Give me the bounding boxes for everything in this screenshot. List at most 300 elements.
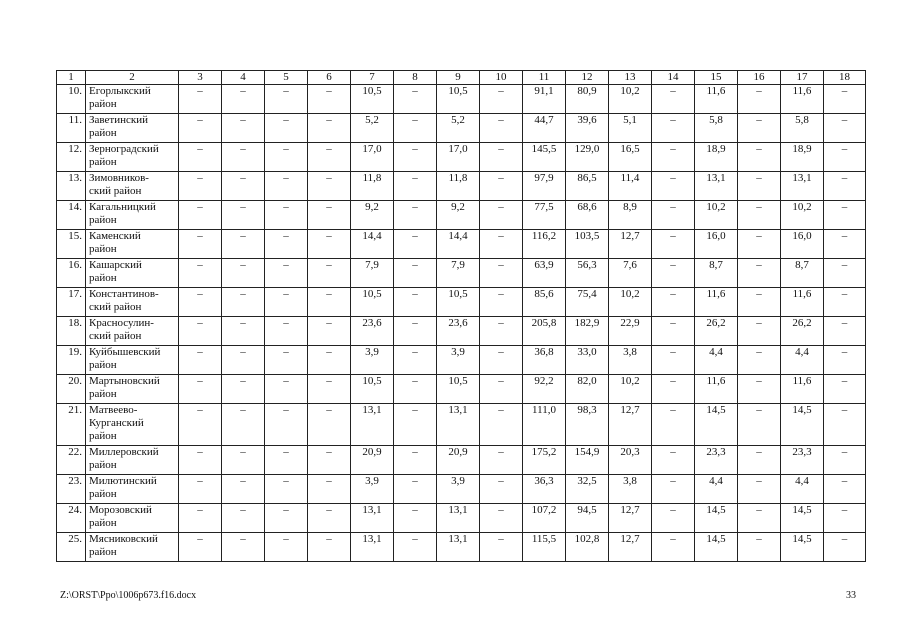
table-row bbox=[57, 172, 866, 201]
value-cell: – bbox=[652, 404, 695, 446]
value-cell: – bbox=[308, 172, 351, 201]
value-cell: – bbox=[265, 346, 308, 375]
value-cell: – bbox=[652, 346, 695, 375]
value-cell: 10,5 bbox=[351, 375, 394, 404]
value-cell: – bbox=[179, 288, 222, 317]
value-cell: 14,5 bbox=[781, 404, 824, 446]
value-cell: 10,5 bbox=[437, 288, 480, 317]
value-cell: – bbox=[824, 375, 866, 404]
value-cell: – bbox=[824, 446, 866, 475]
district-name-line: район bbox=[89, 430, 117, 442]
district-name-line: Заветинский bbox=[89, 114, 148, 126]
value-cell: – bbox=[652, 375, 695, 404]
value-cell: 182,9 bbox=[566, 317, 609, 346]
column-header: 11 bbox=[523, 71, 566, 85]
row-number: 17. bbox=[57, 288, 86, 317]
value-cell: 7,9 bbox=[351, 259, 394, 288]
column-header: 7 bbox=[351, 71, 394, 85]
value-cell: – bbox=[265, 533, 308, 562]
value-cell: 8,7 bbox=[695, 259, 738, 288]
column-header: 8 bbox=[394, 71, 437, 85]
district-name-line: район bbox=[89, 488, 117, 500]
value-cell: – bbox=[265, 404, 308, 446]
row-number: 15. bbox=[57, 230, 86, 259]
value-cell: – bbox=[652, 533, 695, 562]
value-cell: 116,2 bbox=[523, 230, 566, 259]
value-cell: 23,6 bbox=[351, 317, 394, 346]
value-cell: 11,6 bbox=[695, 375, 738, 404]
value-cell: – bbox=[394, 446, 437, 475]
value-cell: – bbox=[738, 230, 781, 259]
value-cell: 20,3 bbox=[609, 446, 652, 475]
value-cell: – bbox=[738, 504, 781, 533]
value-cell: – bbox=[394, 317, 437, 346]
value-cell: – bbox=[222, 230, 265, 259]
value-cell: – bbox=[394, 288, 437, 317]
district-name-line: Константинов- bbox=[89, 288, 159, 300]
district-name-line: район bbox=[89, 546, 117, 558]
value-cell: – bbox=[308, 259, 351, 288]
value-cell: – bbox=[480, 201, 523, 230]
column-header: 12 bbox=[566, 71, 609, 85]
value-cell: – bbox=[480, 533, 523, 562]
value-cell: 10,5 bbox=[351, 85, 394, 114]
value-cell: – bbox=[308, 375, 351, 404]
table-row bbox=[57, 230, 866, 259]
district-name-line: Милютинский bbox=[89, 475, 157, 487]
value-cell: 11,8 bbox=[351, 172, 394, 201]
district-name bbox=[86, 446, 179, 475]
value-cell: 10,2 bbox=[609, 85, 652, 114]
value-cell: – bbox=[394, 85, 437, 114]
value-cell: – bbox=[222, 375, 265, 404]
column-header: 3 bbox=[179, 71, 222, 85]
value-cell: – bbox=[179, 172, 222, 201]
row-number: 11. bbox=[57, 114, 86, 143]
value-cell: 13,1 bbox=[351, 504, 394, 533]
row-number: 22. bbox=[57, 446, 86, 475]
district-name-line: район bbox=[89, 156, 117, 168]
value-cell: 154,9 bbox=[566, 446, 609, 475]
value-cell: – bbox=[179, 375, 222, 404]
value-cell: – bbox=[308, 143, 351, 172]
value-cell: – bbox=[824, 504, 866, 533]
value-cell: 32,5 bbox=[566, 475, 609, 504]
value-cell: – bbox=[824, 475, 866, 504]
table-row bbox=[57, 533, 866, 562]
value-cell: – bbox=[824, 201, 866, 230]
value-cell: – bbox=[222, 201, 265, 230]
value-cell: – bbox=[394, 533, 437, 562]
value-cell: – bbox=[480, 230, 523, 259]
value-cell: 44,7 bbox=[523, 114, 566, 143]
value-cell: – bbox=[308, 475, 351, 504]
value-cell: – bbox=[222, 172, 265, 201]
value-cell: – bbox=[824, 85, 866, 114]
value-cell: 129,0 bbox=[566, 143, 609, 172]
value-cell: – bbox=[394, 259, 437, 288]
value-cell: 3,8 bbox=[609, 475, 652, 504]
value-cell: – bbox=[480, 85, 523, 114]
value-cell: – bbox=[308, 446, 351, 475]
value-cell: – bbox=[222, 504, 265, 533]
value-cell: 39,6 bbox=[566, 114, 609, 143]
value-cell: 94,5 bbox=[566, 504, 609, 533]
value-cell: 11,8 bbox=[437, 172, 480, 201]
value-cell: 14,5 bbox=[695, 533, 738, 562]
value-cell: 5,8 bbox=[781, 114, 824, 143]
district-name-line: район bbox=[89, 127, 117, 139]
value-cell: 4,4 bbox=[695, 346, 738, 375]
value-cell: – bbox=[265, 230, 308, 259]
value-cell: 36,8 bbox=[523, 346, 566, 375]
value-cell: – bbox=[652, 172, 695, 201]
district-name bbox=[86, 143, 179, 172]
value-cell: 13,1 bbox=[437, 533, 480, 562]
value-cell: 8,9 bbox=[609, 201, 652, 230]
table-row bbox=[57, 288, 866, 317]
value-cell: 145,5 bbox=[523, 143, 566, 172]
row-number: 14. bbox=[57, 201, 86, 230]
value-cell: 16,5 bbox=[609, 143, 652, 172]
district-name-line: район bbox=[89, 98, 117, 110]
value-cell: – bbox=[265, 504, 308, 533]
value-cell: – bbox=[394, 143, 437, 172]
value-cell: – bbox=[222, 317, 265, 346]
district-name bbox=[86, 475, 179, 504]
value-cell: 11,4 bbox=[609, 172, 652, 201]
row-number: 16. bbox=[57, 259, 86, 288]
value-cell: – bbox=[652, 143, 695, 172]
column-header: 6 bbox=[308, 71, 351, 85]
value-cell: – bbox=[265, 288, 308, 317]
value-cell: – bbox=[179, 114, 222, 143]
column-header: 16 bbox=[738, 71, 781, 85]
value-cell: – bbox=[738, 143, 781, 172]
value-cell: – bbox=[738, 288, 781, 317]
column-header: 17 bbox=[781, 71, 824, 85]
district-name-line: район bbox=[89, 517, 117, 529]
value-cell: 102,8 bbox=[566, 533, 609, 562]
value-cell: 13,1 bbox=[351, 404, 394, 446]
district-name-line: Егорлыкский bbox=[89, 85, 151, 97]
value-cell: 8,7 bbox=[781, 259, 824, 288]
value-cell: – bbox=[179, 533, 222, 562]
value-cell: 14,4 bbox=[437, 230, 480, 259]
column-header: 18 bbox=[824, 71, 866, 85]
value-cell: – bbox=[394, 230, 437, 259]
district-name-line: Красносулин- bbox=[89, 317, 154, 329]
column-header: 5 bbox=[265, 71, 308, 85]
district-name bbox=[86, 201, 179, 230]
value-cell: 18,9 bbox=[781, 143, 824, 172]
column-header: 2 bbox=[86, 71, 179, 85]
value-cell: 97,9 bbox=[523, 172, 566, 201]
column-header: 1 bbox=[57, 71, 86, 85]
value-cell: 111,0 bbox=[523, 404, 566, 446]
district-name bbox=[86, 230, 179, 259]
table-row bbox=[57, 475, 866, 504]
value-cell: – bbox=[394, 475, 437, 504]
row-number: 19. bbox=[57, 346, 86, 375]
value-cell: 92,2 bbox=[523, 375, 566, 404]
value-cell: – bbox=[179, 230, 222, 259]
value-cell: – bbox=[179, 404, 222, 446]
value-cell: – bbox=[480, 446, 523, 475]
value-cell: – bbox=[308, 504, 351, 533]
table-row bbox=[57, 404, 866, 446]
value-cell: – bbox=[222, 346, 265, 375]
district-name bbox=[86, 317, 179, 346]
value-cell: – bbox=[394, 375, 437, 404]
district-name-line: Морозовский bbox=[89, 504, 152, 516]
value-cell: – bbox=[480, 504, 523, 533]
value-cell: 17,0 bbox=[437, 143, 480, 172]
value-cell: – bbox=[824, 230, 866, 259]
district-name-line: район bbox=[89, 459, 117, 471]
value-cell: – bbox=[265, 114, 308, 143]
row-number: 10. bbox=[57, 85, 86, 114]
value-cell: – bbox=[265, 172, 308, 201]
row-number: 25. bbox=[57, 533, 86, 562]
district-name-line: район bbox=[89, 359, 117, 371]
district-name-line: район bbox=[89, 272, 117, 284]
value-cell: – bbox=[308, 317, 351, 346]
value-cell: 13,1 bbox=[351, 533, 394, 562]
value-cell: – bbox=[179, 504, 222, 533]
value-cell: – bbox=[652, 114, 695, 143]
district-name-line: район bbox=[89, 243, 117, 255]
value-cell: 18,9 bbox=[695, 143, 738, 172]
value-cell: 5,1 bbox=[609, 114, 652, 143]
value-cell: 11,6 bbox=[781, 375, 824, 404]
value-cell: 13,1 bbox=[695, 172, 738, 201]
value-cell: 77,5 bbox=[523, 201, 566, 230]
value-cell: – bbox=[824, 317, 866, 346]
district-name-line: ский район bbox=[89, 301, 142, 313]
value-cell: – bbox=[824, 259, 866, 288]
value-cell: 56,3 bbox=[566, 259, 609, 288]
value-cell: 63,9 bbox=[523, 259, 566, 288]
value-cell: – bbox=[480, 143, 523, 172]
value-cell: 5,8 bbox=[695, 114, 738, 143]
value-cell: 10,5 bbox=[351, 288, 394, 317]
value-cell: 4,4 bbox=[781, 475, 824, 504]
value-cell: – bbox=[824, 143, 866, 172]
value-cell: – bbox=[222, 114, 265, 143]
value-cell: – bbox=[179, 85, 222, 114]
value-cell: – bbox=[652, 317, 695, 346]
value-cell: 80,9 bbox=[566, 85, 609, 114]
value-cell: – bbox=[738, 375, 781, 404]
district-name-line: Курганский bbox=[89, 417, 144, 429]
value-cell: – bbox=[179, 346, 222, 375]
table-row bbox=[57, 446, 866, 475]
table-row bbox=[57, 143, 866, 172]
value-cell: 3,9 bbox=[351, 475, 394, 504]
value-cell: 10,5 bbox=[437, 85, 480, 114]
data-table bbox=[56, 70, 866, 562]
value-cell: – bbox=[265, 475, 308, 504]
value-cell: 12,7 bbox=[609, 533, 652, 562]
value-cell: – bbox=[824, 172, 866, 201]
value-cell: 16,0 bbox=[695, 230, 738, 259]
value-cell: – bbox=[394, 172, 437, 201]
value-cell: 26,2 bbox=[695, 317, 738, 346]
value-cell: – bbox=[738, 317, 781, 346]
value-cell: – bbox=[738, 533, 781, 562]
value-cell: – bbox=[652, 85, 695, 114]
district-name-line: район bbox=[89, 214, 117, 226]
value-cell: – bbox=[738, 346, 781, 375]
value-cell: – bbox=[265, 85, 308, 114]
value-cell: 10,2 bbox=[609, 375, 652, 404]
district-name-line: ский район bbox=[89, 330, 142, 342]
value-cell: 10,5 bbox=[437, 375, 480, 404]
district-name-line: Каменский bbox=[89, 230, 141, 242]
value-cell: – bbox=[480, 404, 523, 446]
value-cell: – bbox=[480, 114, 523, 143]
value-cell: – bbox=[265, 201, 308, 230]
value-cell: – bbox=[265, 259, 308, 288]
value-cell: – bbox=[222, 404, 265, 446]
column-header: 4 bbox=[222, 71, 265, 85]
district-name-line: район bbox=[89, 388, 117, 400]
value-cell: – bbox=[222, 259, 265, 288]
value-cell: 86,5 bbox=[566, 172, 609, 201]
district-name-line: Мясниковский bbox=[89, 533, 158, 545]
value-cell: 22,9 bbox=[609, 317, 652, 346]
value-cell: – bbox=[222, 288, 265, 317]
district-name bbox=[86, 85, 179, 114]
table-row bbox=[57, 259, 866, 288]
value-cell: – bbox=[738, 446, 781, 475]
value-cell: 23,6 bbox=[437, 317, 480, 346]
row-number: 23. bbox=[57, 475, 86, 504]
value-cell: – bbox=[179, 143, 222, 172]
value-cell: 10,2 bbox=[695, 201, 738, 230]
table-row bbox=[57, 504, 866, 533]
row-number: 13. bbox=[57, 172, 86, 201]
value-cell: 10,2 bbox=[781, 201, 824, 230]
value-cell: – bbox=[738, 259, 781, 288]
district-name-line: Куйбышевский bbox=[89, 346, 161, 358]
district-name-line: ский район bbox=[89, 185, 142, 197]
district-name bbox=[86, 404, 179, 446]
value-cell: 75,4 bbox=[566, 288, 609, 317]
district-name-line: Зерноградский bbox=[89, 143, 159, 155]
value-cell: 7,9 bbox=[437, 259, 480, 288]
value-cell: – bbox=[738, 114, 781, 143]
value-cell: 98,3 bbox=[566, 404, 609, 446]
value-cell: – bbox=[308, 533, 351, 562]
value-cell: 12,7 bbox=[609, 404, 652, 446]
value-cell: – bbox=[652, 201, 695, 230]
value-cell: – bbox=[394, 201, 437, 230]
value-cell: – bbox=[480, 288, 523, 317]
value-cell: 20,9 bbox=[437, 446, 480, 475]
table-row bbox=[57, 201, 866, 230]
value-cell: 16,0 bbox=[781, 230, 824, 259]
value-cell: – bbox=[480, 172, 523, 201]
value-cell: 9,2 bbox=[437, 201, 480, 230]
value-cell: 11,6 bbox=[695, 85, 738, 114]
value-cell: – bbox=[222, 143, 265, 172]
value-cell: 103,5 bbox=[566, 230, 609, 259]
value-cell: 17,0 bbox=[351, 143, 394, 172]
table-row bbox=[57, 346, 866, 375]
table-row bbox=[57, 114, 866, 143]
district-name bbox=[86, 533, 179, 562]
value-cell: – bbox=[652, 475, 695, 504]
column-header: 15 bbox=[695, 71, 738, 85]
value-cell: – bbox=[738, 201, 781, 230]
value-cell: 13,1 bbox=[781, 172, 824, 201]
value-cell: 14,5 bbox=[695, 504, 738, 533]
value-cell: 20,9 bbox=[351, 446, 394, 475]
value-cell: – bbox=[308, 404, 351, 446]
value-cell: – bbox=[738, 85, 781, 114]
value-cell: 5,2 bbox=[351, 114, 394, 143]
value-cell: 11,6 bbox=[781, 85, 824, 114]
value-cell: 10,2 bbox=[609, 288, 652, 317]
district-name-line: Мартыновский bbox=[89, 375, 160, 387]
row-number: 20. bbox=[57, 375, 86, 404]
district-name-line: Кагальницкий bbox=[89, 201, 156, 213]
value-cell: – bbox=[394, 114, 437, 143]
value-cell: – bbox=[824, 288, 866, 317]
district-name bbox=[86, 504, 179, 533]
table-row bbox=[57, 317, 866, 346]
value-cell: 9,2 bbox=[351, 201, 394, 230]
value-cell: – bbox=[738, 404, 781, 446]
value-cell: 11,6 bbox=[695, 288, 738, 317]
value-cell: 3,9 bbox=[437, 346, 480, 375]
value-cell: 3,8 bbox=[609, 346, 652, 375]
value-cell: – bbox=[179, 259, 222, 288]
column-header: 13 bbox=[609, 71, 652, 85]
row-number: 21. bbox=[57, 404, 86, 446]
value-cell: 5,2 bbox=[437, 114, 480, 143]
row-number: 12. bbox=[57, 143, 86, 172]
value-cell: 4,4 bbox=[695, 475, 738, 504]
district-name bbox=[86, 288, 179, 317]
value-cell: 23,3 bbox=[695, 446, 738, 475]
value-cell: – bbox=[308, 201, 351, 230]
district-name bbox=[86, 375, 179, 404]
value-cell: 14,5 bbox=[695, 404, 738, 446]
value-cell: – bbox=[824, 346, 866, 375]
table-row bbox=[57, 375, 866, 404]
value-cell: 14,4 bbox=[351, 230, 394, 259]
value-cell: – bbox=[480, 475, 523, 504]
value-cell: 175,2 bbox=[523, 446, 566, 475]
district-name bbox=[86, 259, 179, 288]
value-cell: 12,7 bbox=[609, 504, 652, 533]
value-cell: – bbox=[179, 317, 222, 346]
value-cell: – bbox=[265, 375, 308, 404]
value-cell: – bbox=[652, 259, 695, 288]
value-cell: – bbox=[652, 230, 695, 259]
district-name-line: Матвеево- bbox=[89, 404, 138, 416]
value-cell: – bbox=[480, 346, 523, 375]
value-cell: – bbox=[652, 504, 695, 533]
value-cell: – bbox=[652, 288, 695, 317]
value-cell: 4,4 bbox=[781, 346, 824, 375]
footer-page-number: 33 bbox=[846, 590, 856, 601]
value-cell: 11,6 bbox=[781, 288, 824, 317]
district-name-line: Зимовников- bbox=[89, 172, 149, 184]
